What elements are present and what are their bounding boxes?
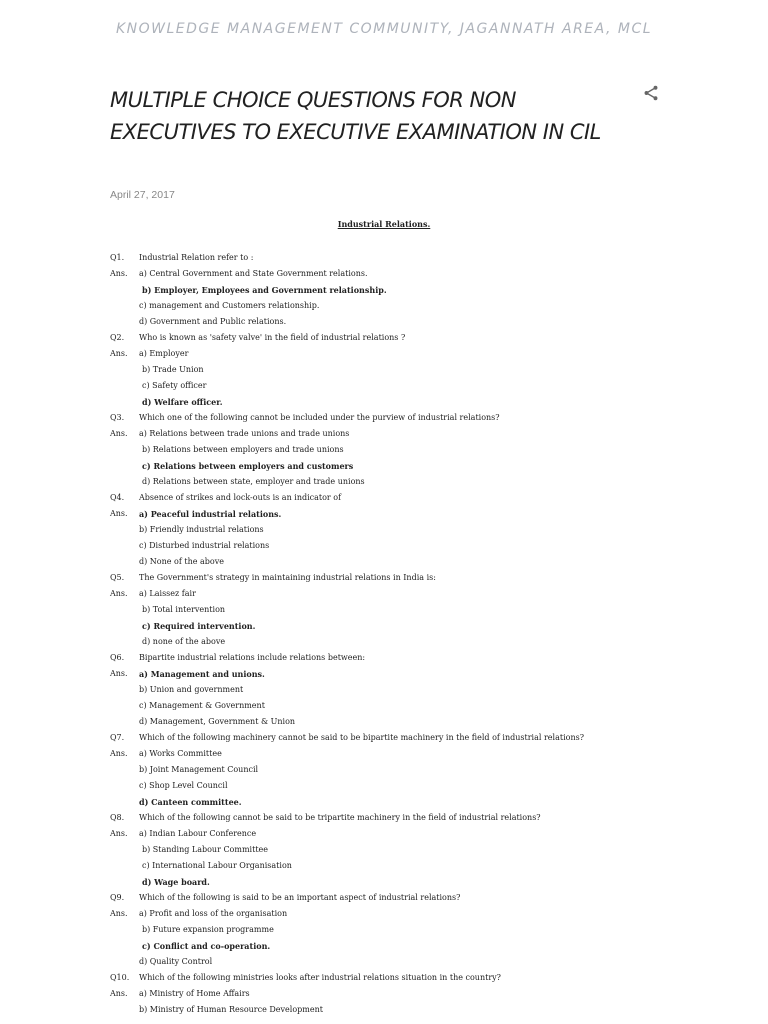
- line-text: a) Laissez fair: [139, 589, 196, 598]
- option-line: [0, 874, 768, 890]
- line-label: Q5.: [110, 573, 125, 582]
- line-label: Ans.: [110, 829, 128, 838]
- line-text: Which of the following machinery cannot be said to be bipartite machinery in the field of industrial relations?: [139, 733, 584, 742]
- line-text: The Government's strategy in maintaining industrial relations in India is:: [139, 573, 436, 582]
- line-text: b) Future expansion programme: [142, 925, 274, 934]
- option-line: [0, 634, 768, 650]
- line-label: Ans.: [110, 749, 128, 758]
- answer-line: [0, 826, 768, 842]
- line-label: Ans.: [110, 509, 128, 518]
- option-line: [0, 474, 768, 490]
- line-text: Absence of strikes and lock-outs is an indicator of: [139, 493, 342, 502]
- post-title: MULTIPLE CHOICE QUESTIONS FOR NON EXECUTIVES TO EXECUTIVE EXAMINATION IN CIL: [110, 88, 601, 144]
- question-line: [0, 890, 768, 906]
- answer-line: [0, 426, 768, 442]
- option-line: [0, 442, 768, 458]
- option-line: [0, 378, 768, 394]
- line-label: Ans.: [110, 989, 128, 998]
- section-heading: Industrial Relations.: [337, 219, 431, 229]
- line-text: d) Management, Government & Union: [139, 717, 296, 726]
- line-label: Q8.: [110, 813, 125, 822]
- option-line: [0, 282, 768, 298]
- line-label: Q4.: [110, 493, 125, 502]
- line-text: b) Friendly industrial relations: [139, 525, 264, 534]
- line-text: Which one of the following cannot be included under the purview of industrial relations?: [139, 413, 500, 422]
- option-line: [0, 394, 768, 410]
- option-line: [0, 778, 768, 794]
- answer-line: [0, 906, 768, 922]
- correct-option-text: b) Employer, Employees and Government relationship.: [142, 285, 387, 295]
- correct-option-text: a) Peaceful industrial relations.: [139, 509, 282, 519]
- line-text: d) None of the above: [139, 557, 224, 566]
- question-line: [0, 970, 768, 986]
- line-text: a) Works Committee: [139, 749, 222, 758]
- option-line: [0, 362, 768, 378]
- line-label: Ans.: [110, 269, 128, 278]
- option-line: [0, 618, 768, 634]
- line-text: a) Relations between trade unions and trade unions: [139, 429, 350, 438]
- line-text: Industrial Relation refer to :: [139, 253, 254, 262]
- question-line: [0, 570, 768, 586]
- line-text: b) Joint Management Council: [139, 765, 259, 774]
- correct-option-text: c) Relations between employers and customers: [142, 461, 354, 471]
- line-label: Q7.: [110, 733, 125, 742]
- correct-option-text: a) Management and unions.: [139, 669, 265, 679]
- option-line: [0, 602, 768, 618]
- line-text: c) Disturbed industrial relations: [139, 541, 270, 550]
- answer-line: [0, 986, 768, 1002]
- correct-option-text: d) Welfare officer.: [142, 397, 223, 407]
- option-line: [0, 698, 768, 714]
- correct-option-text: c) Conflict and co-operation.: [142, 941, 271, 951]
- line-label: Ans.: [110, 589, 128, 598]
- line-text: c) Safety officer: [142, 381, 207, 390]
- option-line: [0, 458, 768, 474]
- option-line: [0, 522, 768, 538]
- question-line: [0, 330, 768, 346]
- question-line: [0, 650, 768, 666]
- line-text: b) Standing Labour Committee: [142, 845, 269, 854]
- site-title-link[interactable]: KNOWLEDGE MANAGEMENT COMMUNITY, JAGANNATH AREA, MCL: [115, 21, 653, 37]
- answer-line: [0, 346, 768, 362]
- question-line: [0, 410, 768, 426]
- option-line: [0, 922, 768, 938]
- line-text: Which of the following cannot be said to be tripartite machinery in the field of industrial relations?: [139, 813, 541, 822]
- line-text: b) Relations between employers and trade unions: [142, 445, 344, 454]
- correct-option-text: d) Canteen committee.: [139, 797, 242, 807]
- line-text: d) Government and Public relations.: [139, 317, 287, 326]
- line-text: c) management and Customers relationship.: [139, 301, 320, 310]
- line-label: Ans.: [110, 669, 128, 678]
- line-text: d) none of the above: [142, 637, 226, 646]
- answer-line: [0, 666, 768, 682]
- line-text: a) Central Government and State Government relations.: [139, 269, 368, 278]
- line-text: d) Quality Control: [139, 957, 213, 966]
- option-line: [0, 298, 768, 314]
- line-text: Who is known as 'safety valve' in the field of industrial relations ?: [139, 333, 406, 342]
- answer-line: [0, 506, 768, 522]
- option-line: [0, 794, 768, 810]
- line-label: Q9.: [110, 893, 125, 902]
- question-line: [0, 730, 768, 746]
- line-text: c) Management & Government: [139, 701, 265, 710]
- line-text: a) Indian Labour Conference: [139, 829, 257, 838]
- line-text: a) Profit and loss of the organisation: [139, 909, 288, 918]
- option-line: [0, 762, 768, 778]
- post-date[interactable]: April 27, 2017: [110, 189, 175, 201]
- line-text: b) Union and government: [139, 685, 244, 694]
- line-label: Ans.: [110, 429, 128, 438]
- line-label: Q1.: [110, 253, 125, 262]
- option-line: [0, 842, 768, 858]
- option-line: [0, 314, 768, 330]
- site-header: [0, 18, 768, 37]
- line-text: b) Total intervention: [142, 605, 226, 614]
- line-text: a) Employer: [139, 349, 189, 358]
- option-line: [0, 1002, 768, 1018]
- line-label: Q2.: [110, 333, 125, 342]
- option-line: [0, 714, 768, 730]
- line-text: a) Ministry of Home Affairs: [139, 989, 250, 998]
- option-line: [0, 554, 768, 570]
- question-line: [0, 810, 768, 826]
- question-answer-list: [0, 250, 768, 1018]
- line-label: Q3.: [110, 413, 125, 422]
- answer-line: [0, 746, 768, 762]
- option-line: [0, 538, 768, 554]
- line-text: d) Relations between state, employer and trade unions: [142, 477, 365, 486]
- line-text: b) Trade Union: [142, 365, 204, 374]
- correct-option-text: c) Required intervention.: [142, 621, 256, 631]
- line-text: b) Ministry of Human Resource Development: [139, 1005, 323, 1014]
- answer-line: [0, 266, 768, 282]
- option-line: [0, 954, 768, 970]
- line-label: Q6.: [110, 653, 125, 662]
- option-line: [0, 938, 768, 954]
- correct-option-text: d) Wage board.: [142, 877, 210, 887]
- line-text: c) Shop Level Council: [139, 781, 228, 790]
- option-line: [0, 858, 768, 874]
- answer-line: [0, 586, 768, 602]
- option-line: [0, 682, 768, 698]
- line-label: Q10.: [110, 973, 130, 982]
- question-line: [0, 490, 768, 506]
- question-line: [0, 250, 768, 266]
- line-label: Ans.: [110, 349, 128, 358]
- line-text: c) International Labour Organisation: [142, 861, 292, 870]
- line-text: Which of the following ministries looks after industrial relations situation in the country?: [139, 973, 501, 982]
- line-label: Ans.: [110, 909, 128, 918]
- share-icon[interactable]: [642, 84, 660, 102]
- line-text: Bipartite industrial relations include relations between:: [139, 653, 366, 662]
- line-text: Which of the following is said to be an important aspect of industrial relations?: [139, 893, 461, 902]
